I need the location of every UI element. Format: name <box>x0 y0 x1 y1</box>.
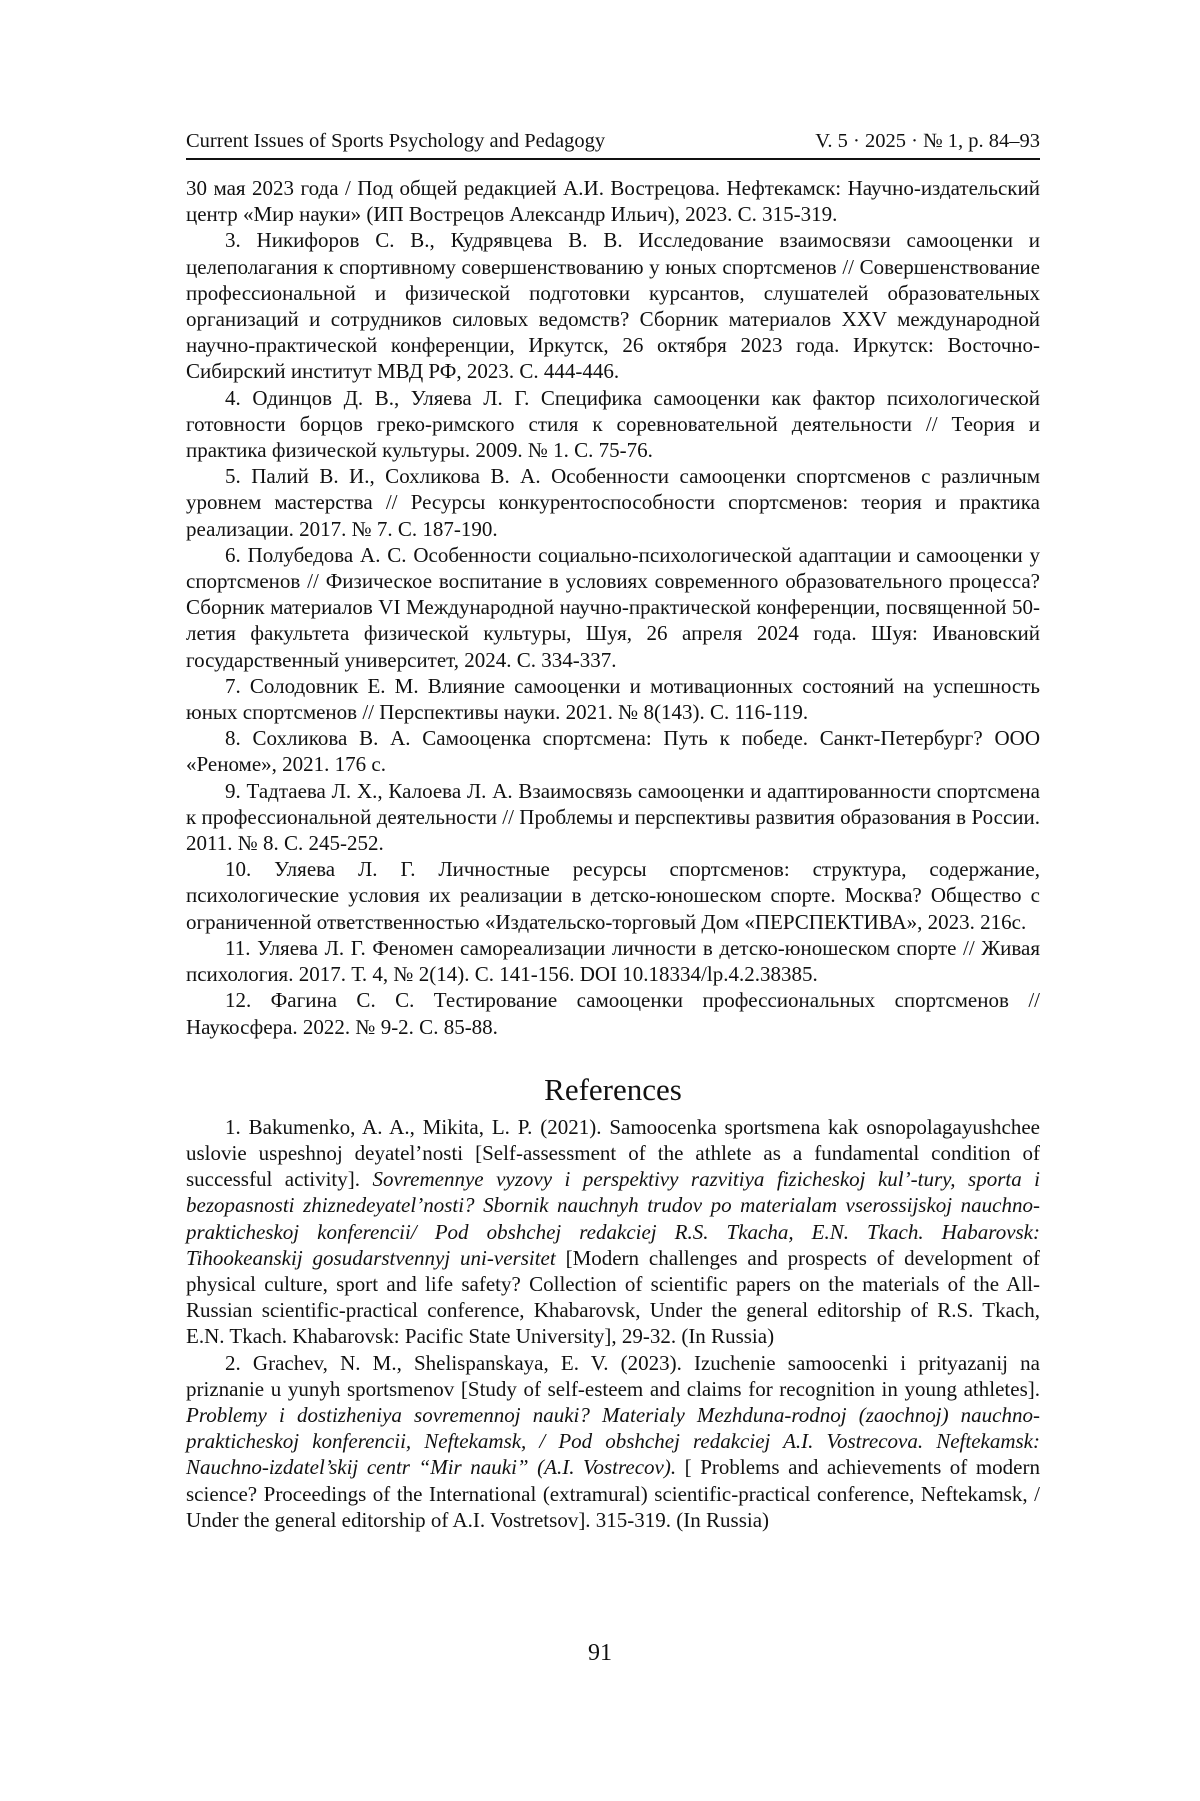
reference-item-en <box>186 1114 1040 1350</box>
reference-item: 3. Никифоров С. В., Кудрявцева В. В. Исследование взаимосвязи самооценки и целеполагания к спортивному совершенствованию у юных спортсменов // Совершенствование профессиональной и физической подготовки курсантов, слушателей образовательных организаций и сотрудников силовых ведомств? Сборник материалов XXV международной научно-практической конференции, Иркутск, 26 октября 2023 года. Иркутск: Восточно-Сибирский институт МВД РФ, 2023. С. 444-446. <box>186 227 1040 384</box>
reference-source: Sovremennye vyzovy i perspektivy razvitiya fizicheskoj kul’-tury, sporta i bezopasnosti zhiznedeyatel’nosti? Sbornik nauchnyh trudov po materialam vserossijskoj nauchno-prakticheskoj konferencii/ Pod obshchej redakciej R.S. Tkacha, E.N. Tkach. Habarovsk: Tihookeanskij gosudarstvennyj uni-versitet <box>186 1167 1040 1270</box>
reference-translation: [ Problems and achievements of modern science? Proceedings of the International (extramural) scientific-practical conference, Neftekamsk, / Under the general editorship of A.I. Vostretsov]. 315-319. (In Russia) <box>186 1455 1040 1531</box>
running-header <box>186 128 1040 160</box>
reference-translation: [Modern challenges and prospects of development of physical culture, sport and life safety? Collection of scientific papers on the materials of the All-Russian scientific-practical conference, Khabarovsk, Under the general editorship of R.S. Tkach, E.N. Tkach. Khabarovsk: Pacific State University], 29-32. (In Russia) <box>186 1246 1040 1349</box>
journal-title: Current Issues of Sports Psychology and Pedagogy <box>186 128 605 154</box>
reference-item: 12. Фагина С. С. Тестирование самооценки профессиональных спортсменов // Наукосфера. 2022. № 9-2. С. 85-88. <box>186 987 1040 1039</box>
reference-item: 4. Одинцов Д. В., Уляева Л. Г. Специфика самооценки как фактор психологической готовности борцов греко-римского стиля к соревновательной деятельности // Теория и практика физической культуры. 2009. № 1. С. 75-76. <box>186 385 1040 464</box>
reference-source: Problemy i dostizheniya sovremennoj nauki? Materialy Mezhduna-rodnoj (zaochnoj) nauchno-prakticheskoj konferencii, Neftekamsk, / Pod obshchej redakciej A.I. Vostrecova. Neftekamsk: Nauchno-izdatel’skij centr “Mir nauki” (A.I. Vostrecov). <box>186 1403 1040 1479</box>
reference-list <box>186 175 1040 1533</box>
reference-item: 8. Сохликова В. А. Самооценка спортсмена: Путь к победе. Санкт-Петербург? ООО «Реноме», 2021. 176 с. <box>186 725 1040 777</box>
reference-item: 30 мая 2023 года / Под общей редакцией А.И. Вострецова. Нефтекамск: Научно-издательский центр «Мир науки» (ИП Вострецов Александр Ильич), 2023. С. 315-319. <box>186 175 1040 227</box>
reference-item: 6. Полубедова А. С. Особенности социально-психологической адаптации и самооценки у спортсменов // Физическое воспитание в условиях современного образовательного процесса? Сборник материалов VI Международной научно-практической конференции, посвященной 50-летия факультета физической культуры, Шуя, 26 апреля 2024 года. Шуя: Ивановский государственный университет, 2024. С. 334-337. <box>186 542 1040 673</box>
references-heading: References <box>186 1072 1040 1108</box>
english-references <box>186 1114 1040 1533</box>
issue-info: V. 5 · 2025 · № 1, p. 84–93 <box>815 128 1040 154</box>
reference-item-en <box>186 1350 1040 1533</box>
reference-authors: 2. Grachev, N. M., Shelispanskaya, E. V. (2023). Izuchenie samoocenki i prityazanij na priznanie u yunyh sportsmenov [Study of self-esteem and claims for recognition in young athletes]. <box>186 1351 1040 1401</box>
reference-item: 5. Палий В. И., Сохликова В. А. Особенности самооценки спортсменов с различным уровнем мастерства // Ресурсы конкурентоспособности спортсменов: теория и практика реализации. 2017. № 7. С. 187-190. <box>186 463 1040 542</box>
reference-item: 10. Уляева Л. Г. Личностные ресурсы спортсменов: структура, содержание, психологические условия их реализации в детско-юношеском спорте. Москва? Общество с ограниченной ответственностью «Издательско-торговый Дом «ПЕРСПЕКТИВА», 2023. 216с. <box>186 856 1040 935</box>
journal-page <box>0 0 1200 1801</box>
page-number: 91 <box>0 1638 1200 1668</box>
reference-item: 7. Солодовник Е. М. Влияние самооценки и мотивационных состояний на успешность юных спортсменов // Перспективы науки. 2021. № 8(143). С. 116-119. <box>186 673 1040 725</box>
reference-authors: 1. Bakumenko, A. A., Mikita, L. P. (2021). Samoocenka sportsmena kak osnopolagayushchee uslovie uspeshnoj deyatel’nosti [Self-assessment of the athlete as a fundamental condition of successful activity]. <box>186 1115 1040 1191</box>
reference-item: 11. Уляева Л. Г. Феномен самореализации личности в детско-юношеском спорте // Живая психология. 2017. Т. 4, № 2(14). С. 141-156. DOI 10.18334/lp.4.2.38385. <box>186 935 1040 987</box>
reference-item: 9. Тадтаева Л. Х., Калоева Л. А. Взаимосвязь самооценки и адаптированности спортсмена к профессиональной деятельности // Проблемы и перспективы развития образования в России. 2011. № 8. С. 245-252. <box>186 778 1040 857</box>
